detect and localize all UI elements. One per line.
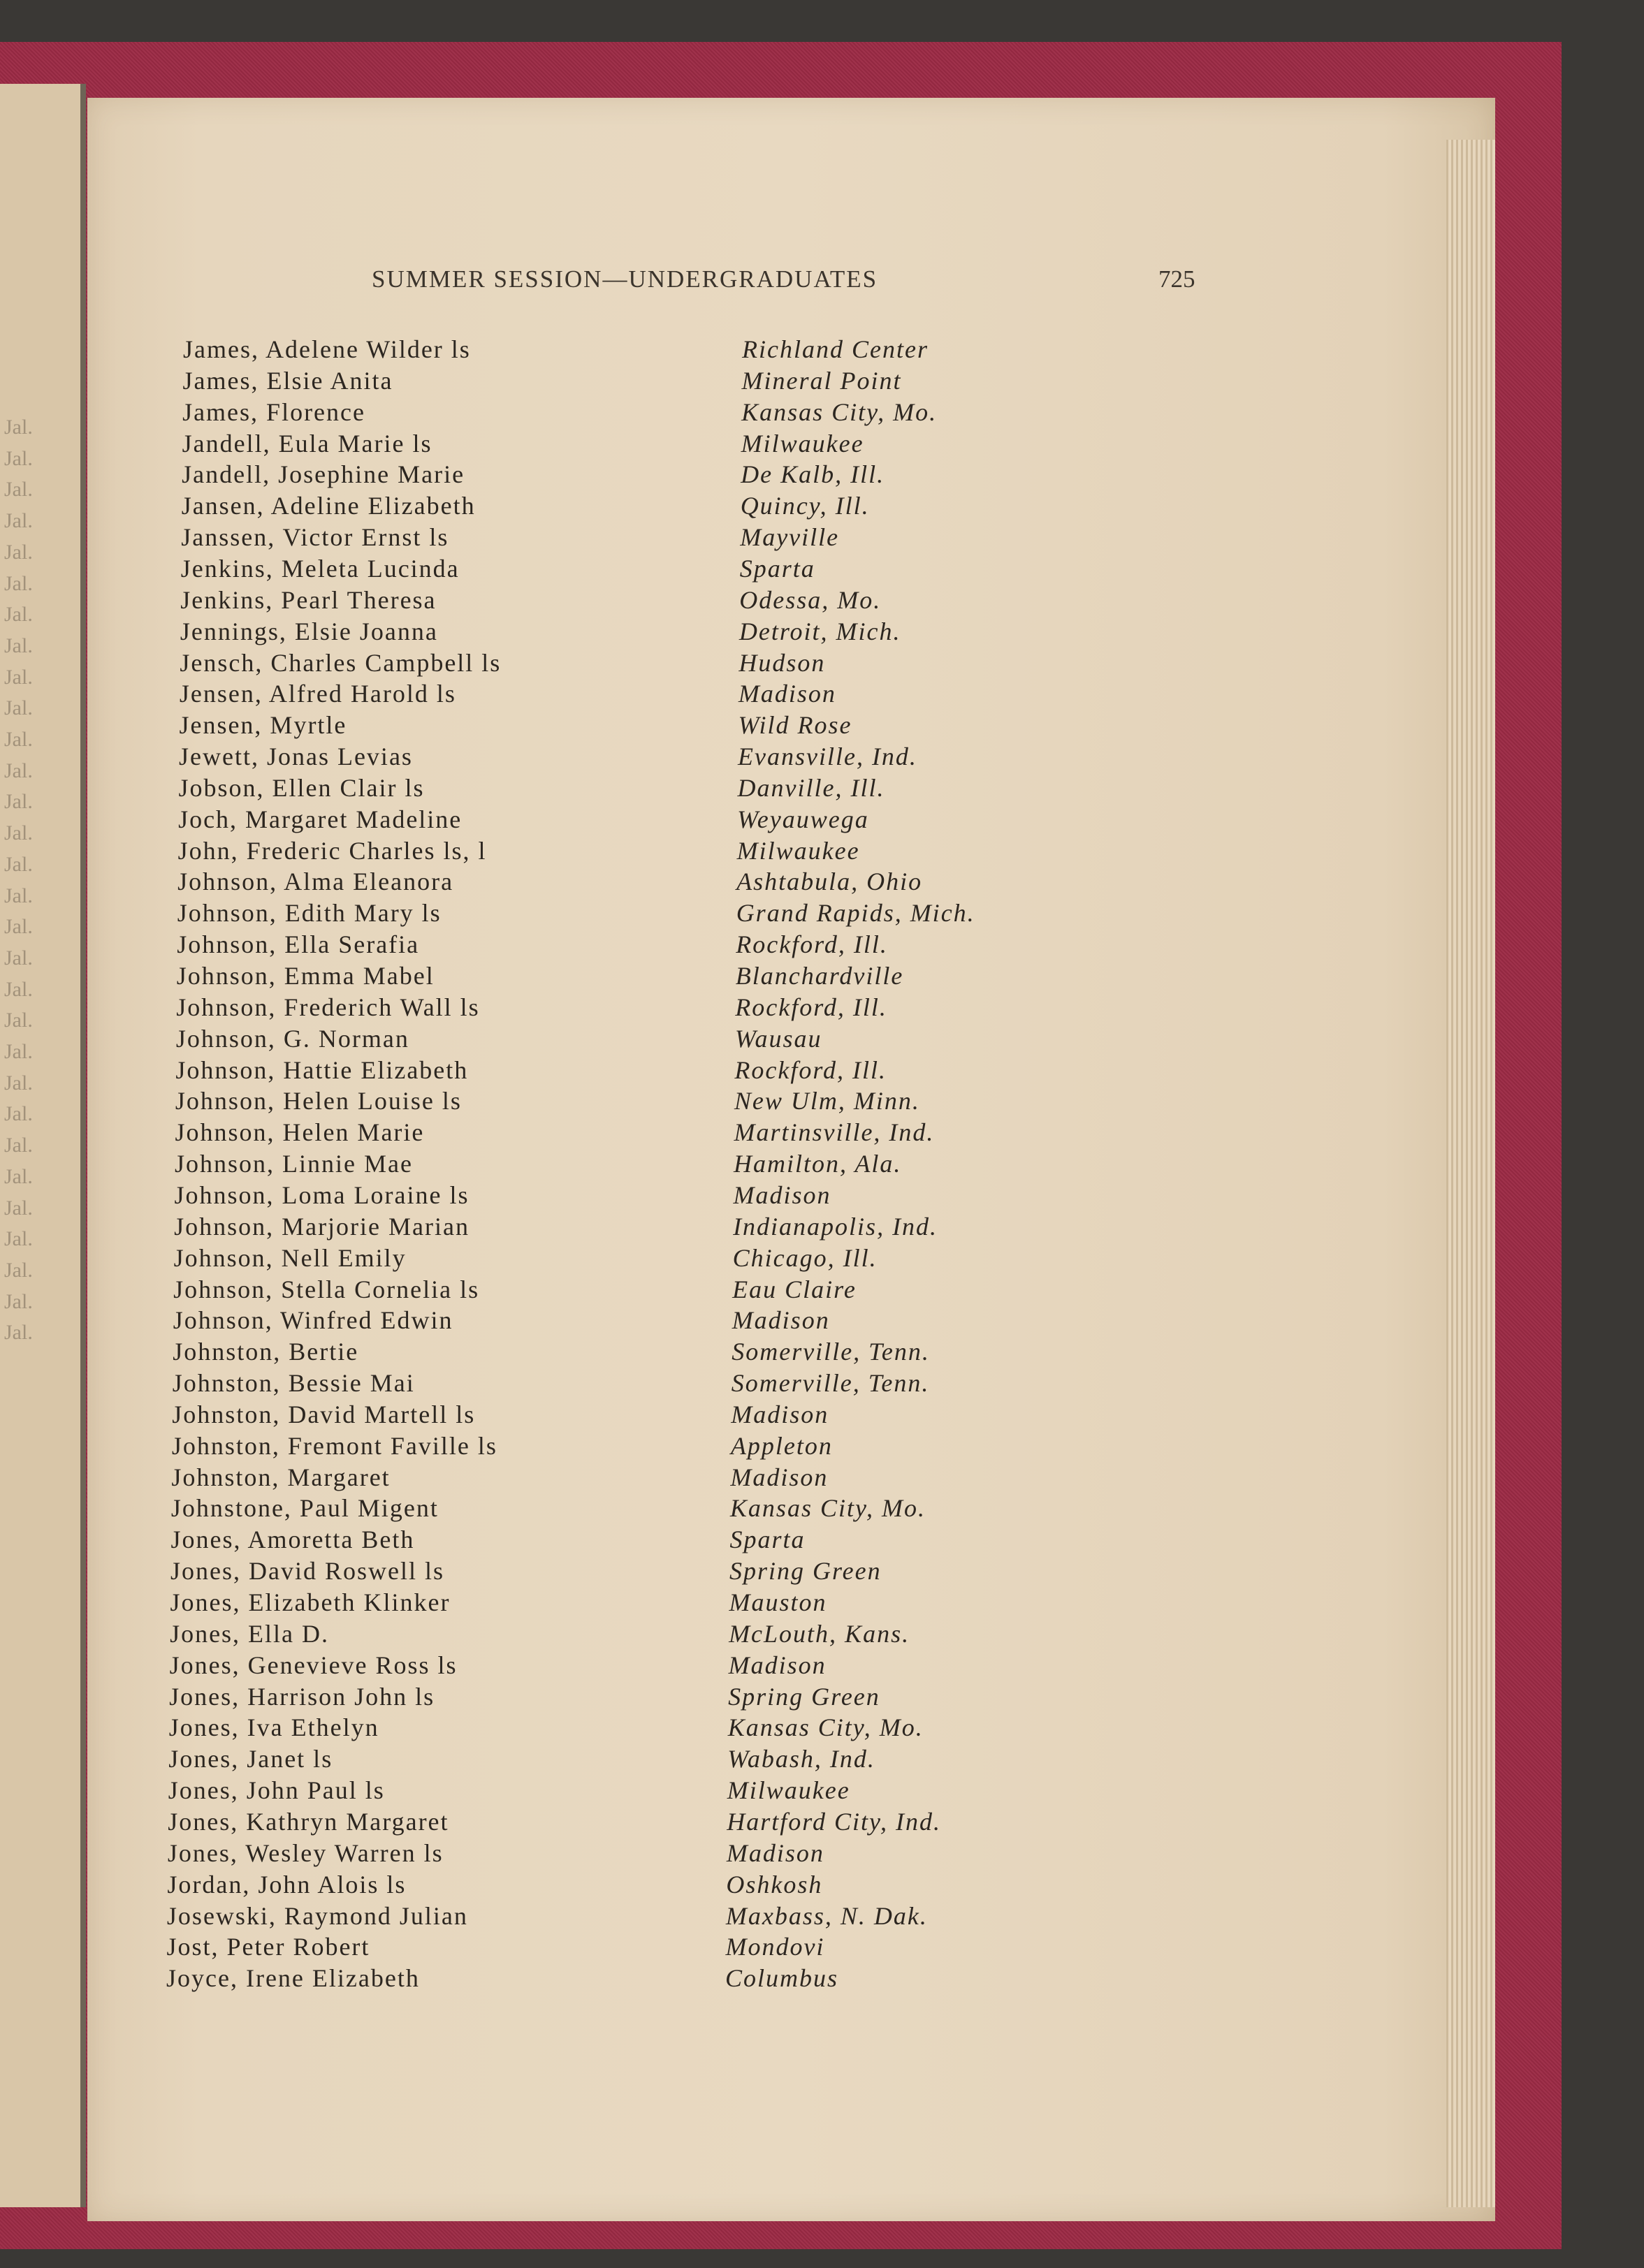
student-name: Jones, Elizabeth Klinker (170, 1588, 451, 1616)
student-name: Jensch, Charles Campbell ls (180, 648, 502, 677)
student-name: Jewett, Jonas Levias (179, 742, 413, 771)
bleed-text-fragment: Jal. (4, 603, 33, 627)
bleed-text-fragment: Jal. (4, 634, 33, 657)
student-name: Johnson, G. Norman (175, 1024, 409, 1053)
hometown: Maxbass, N. Dak. (725, 1901, 928, 1930)
hometown: Mineral Point (741, 366, 902, 395)
hometown: Hudson (739, 648, 826, 677)
bleed-text-fragment: Jal. (4, 884, 33, 907)
student-name: Jandell, Josephine Marie (182, 460, 465, 489)
bleed-text-fragment: Jal. (4, 540, 33, 564)
bleed-text-fragment: Jal. (4, 1071, 33, 1095)
bleed-text-fragment: Jal. (4, 946, 33, 970)
hometown: Blanchardville (735, 962, 904, 990)
hometown: Chicago, Ill. (732, 1243, 878, 1272)
student-name: Jones, John Paul ls (168, 1776, 385, 1805)
student-name: Joch, Margaret Madeline (178, 805, 463, 833)
student-name: Jones, Kathryn Margaret (168, 1807, 449, 1836)
student-name: Jobson, Ellen Clair ls (178, 773, 425, 802)
hometown: Oshkosh (726, 1870, 823, 1898)
bleed-text-fragment: Jal. (4, 696, 33, 720)
student-name: Johnston, David Martell ls (172, 1400, 476, 1428)
student-name: Jones, Wesley Warren ls (167, 1838, 444, 1867)
bleed-text-fragment: Jal. (4, 571, 33, 595)
student-name: Jenkins, Pearl Theresa (180, 585, 437, 614)
hometown: Milwaukee (727, 1776, 850, 1805)
hometown: Richland Center (742, 335, 929, 363)
hometown: Wabash, Ind. (727, 1745, 875, 1773)
hometown: Spring Green (728, 1682, 880, 1711)
hometown: Madison (726, 1838, 824, 1867)
student-name: Jensen, Myrtle (179, 711, 347, 740)
bleed-text-fragment: Jal. (4, 728, 33, 752)
student-name: Johnston, Bessie Mai (172, 1369, 415, 1398)
hometown: Mondovi (725, 1933, 825, 1961)
hometown: Rockford, Ill. (734, 1055, 887, 1084)
hometown: Rockford, Ill. (736, 930, 888, 959)
student-name: Johnson, Nell Emily (173, 1243, 407, 1272)
student-name: Jones, Genevieve Ross ls (169, 1651, 458, 1679)
student-name: James, Elsie Anita (182, 366, 393, 395)
student-name: James, Adelene Wilder ls (183, 335, 471, 363)
hometown: De Kalb, Ill. (741, 460, 885, 489)
hometown: Rockford, Ill. (735, 993, 887, 1021)
student-name: Johnson, Hattie Elizabeth (175, 1055, 469, 1084)
bleed-text-fragment: Jal. (4, 1102, 33, 1126)
student-name: Jones, Ella D. (170, 1619, 330, 1648)
student-name: Johnson, Marjorie Marian (174, 1212, 470, 1241)
student-name: Johnson, Winfred Edwin (173, 1306, 453, 1335)
student-name: Jennings, Elsie Joanna (180, 617, 438, 645)
student-name: Johnson, Helen Marie (175, 1118, 425, 1147)
student-name: Johnson, Ella Serafia (177, 930, 420, 959)
student-name: Jensen, Alfred Harold ls (179, 680, 456, 708)
hometown: Detroit, Mich. (739, 617, 901, 645)
student-name: Johnson, Frederich Wall ls (176, 993, 480, 1021)
bleed-text-fragment: Jal. (4, 416, 33, 439)
hometown: Evansville, Ind. (738, 742, 917, 771)
hometown: Odessa, Mo. (739, 585, 882, 614)
hometown: Somerville, Tenn. (731, 1369, 930, 1398)
student-name: Jones, Iva Ethelyn (168, 1713, 379, 1742)
hometown: Martinsville, Ind. (734, 1118, 935, 1147)
student-name: Jandell, Eula Marie ls (182, 429, 432, 458)
student-name: Jordan, John Alois ls (167, 1870, 407, 1898)
student-name: Josewski, Raymond Julian (166, 1901, 468, 1930)
bleed-text-fragment: Jal. (4, 1134, 33, 1157)
hometown: Kansas City, Mo. (729, 1494, 926, 1523)
student-name: Johnston, Bertie (173, 1338, 359, 1366)
bleed-text-fragment: Jal. (4, 852, 33, 876)
bleed-text-fragment: Jal. (4, 1227, 33, 1251)
hometown: Madison (731, 1400, 829, 1428)
student-name: Johnson, Stella Cornelia ls (173, 1275, 480, 1303)
hometown: Sparta (729, 1526, 806, 1554)
student-name: James, Florence (182, 397, 365, 426)
bleed-text-fragment: Jal. (4, 977, 33, 1001)
student-name: Johnson, Linnie Mae (175, 1150, 413, 1178)
student-name: Johnston, Margaret (171, 1463, 391, 1491)
student-name: Johnstone, Paul Migent (170, 1494, 439, 1523)
student-name: Johnson, Alma Eleanora (177, 868, 454, 896)
hometown: Weyauwega (737, 805, 869, 833)
hometown: Milwaukee (741, 429, 864, 458)
hometown: Wild Rose (738, 711, 852, 740)
bleed-text-fragment: Jal. (4, 446, 33, 470)
student-name: Jones, Harrison John ls (169, 1682, 435, 1711)
bleed-text-fragment: Jal. (4, 1321, 33, 1345)
running-head: SUMMER SESSION—UNDERGRADUATES (372, 265, 878, 293)
hometown: Kansas City, Mo. (741, 397, 938, 426)
bleed-text-fragment: Jal. (4, 915, 33, 939)
student-name: Johnson, Helen Louise ls (175, 1087, 462, 1115)
hometown: Kansas City, Mo. (727, 1713, 924, 1742)
bleed-text-fragment: Jal. (4, 1258, 33, 1282)
hometown: Mayville (740, 523, 840, 552)
bleed-text-fragment: Jal. (4, 1009, 33, 1032)
bleed-text-fragment: Jal. (4, 509, 33, 533)
hometown: Madison (733, 1180, 831, 1209)
hometown: Hamilton, Ala. (734, 1150, 902, 1178)
hometown: Eau Claire (732, 1275, 857, 1303)
bleed-text-fragment: Jal. (4, 1040, 33, 1064)
hometown: Mauston (729, 1588, 827, 1616)
hometown: Grand Rapids, Mich. (736, 899, 975, 928)
student-name: Jones, David Roswell ls (170, 1557, 444, 1586)
student-name: Joyce, Irene Elizabeth (166, 1964, 420, 1993)
hometown: Madison (732, 1306, 830, 1335)
hometown: Madison (730, 1463, 829, 1491)
hometown: Madison (738, 680, 836, 708)
student-name: Janssen, Victor Ernst ls (181, 523, 449, 552)
hometown: Ashtabula, Ohio (736, 868, 923, 896)
student-name: Jones, Amoretta Beth (170, 1526, 415, 1554)
hometown: Indianapolis, Ind. (733, 1212, 938, 1241)
bleed-text-fragment: Jal. (4, 478, 33, 502)
hometown: Sparta (739, 554, 815, 583)
bleed-text-fragment: Jal. (4, 665, 33, 689)
bleed-text-fragment: Jal. (4, 821, 33, 845)
page-number: 725 (1158, 265, 1195, 293)
student-name: Johnston, Fremont Faville ls (171, 1431, 497, 1460)
hometown: McLouth, Kans. (729, 1619, 910, 1648)
hometown: Hartford City, Ind. (727, 1807, 941, 1836)
bleed-text-fragment: Jal. (4, 759, 33, 782)
student-name: Johnson, Loma Loraine ls (174, 1180, 470, 1209)
student-name: Jost, Peter Robert (166, 1933, 370, 1961)
student-name: Jones, Janet ls (168, 1745, 333, 1773)
student-name: John, Frederic Charles ls, l (177, 836, 487, 865)
hometown: Spring Green (729, 1557, 882, 1586)
hometown: Columbus (725, 1964, 839, 1993)
hometown: Wausau (734, 1024, 822, 1053)
hometown: New Ulm, Minn. (734, 1087, 920, 1115)
hometown: Milwaukee (736, 836, 860, 865)
bleed-text-fragment: Jal. (4, 1196, 33, 1220)
student-name: Jenkins, Meleta Lucinda (180, 554, 460, 583)
hometown: Quincy, Ill. (740, 492, 870, 520)
bleed-text-fragment: Jal. (4, 1289, 33, 1313)
hometown: Somerville, Tenn. (732, 1338, 930, 1366)
bleed-text-fragment: Jal. (4, 790, 33, 814)
bleed-text-fragment: Jal. (4, 1164, 33, 1188)
student-name: Johnson, Emma Mabel (176, 962, 435, 990)
hometown: Danville, Ill. (737, 773, 885, 802)
hometown: Appleton (730, 1431, 833, 1460)
hometown: Madison (728, 1651, 827, 1679)
student-name: Jansen, Adeline Elizabeth (181, 492, 476, 520)
student-name: Johnson, Edith Mary ls (177, 899, 442, 928)
